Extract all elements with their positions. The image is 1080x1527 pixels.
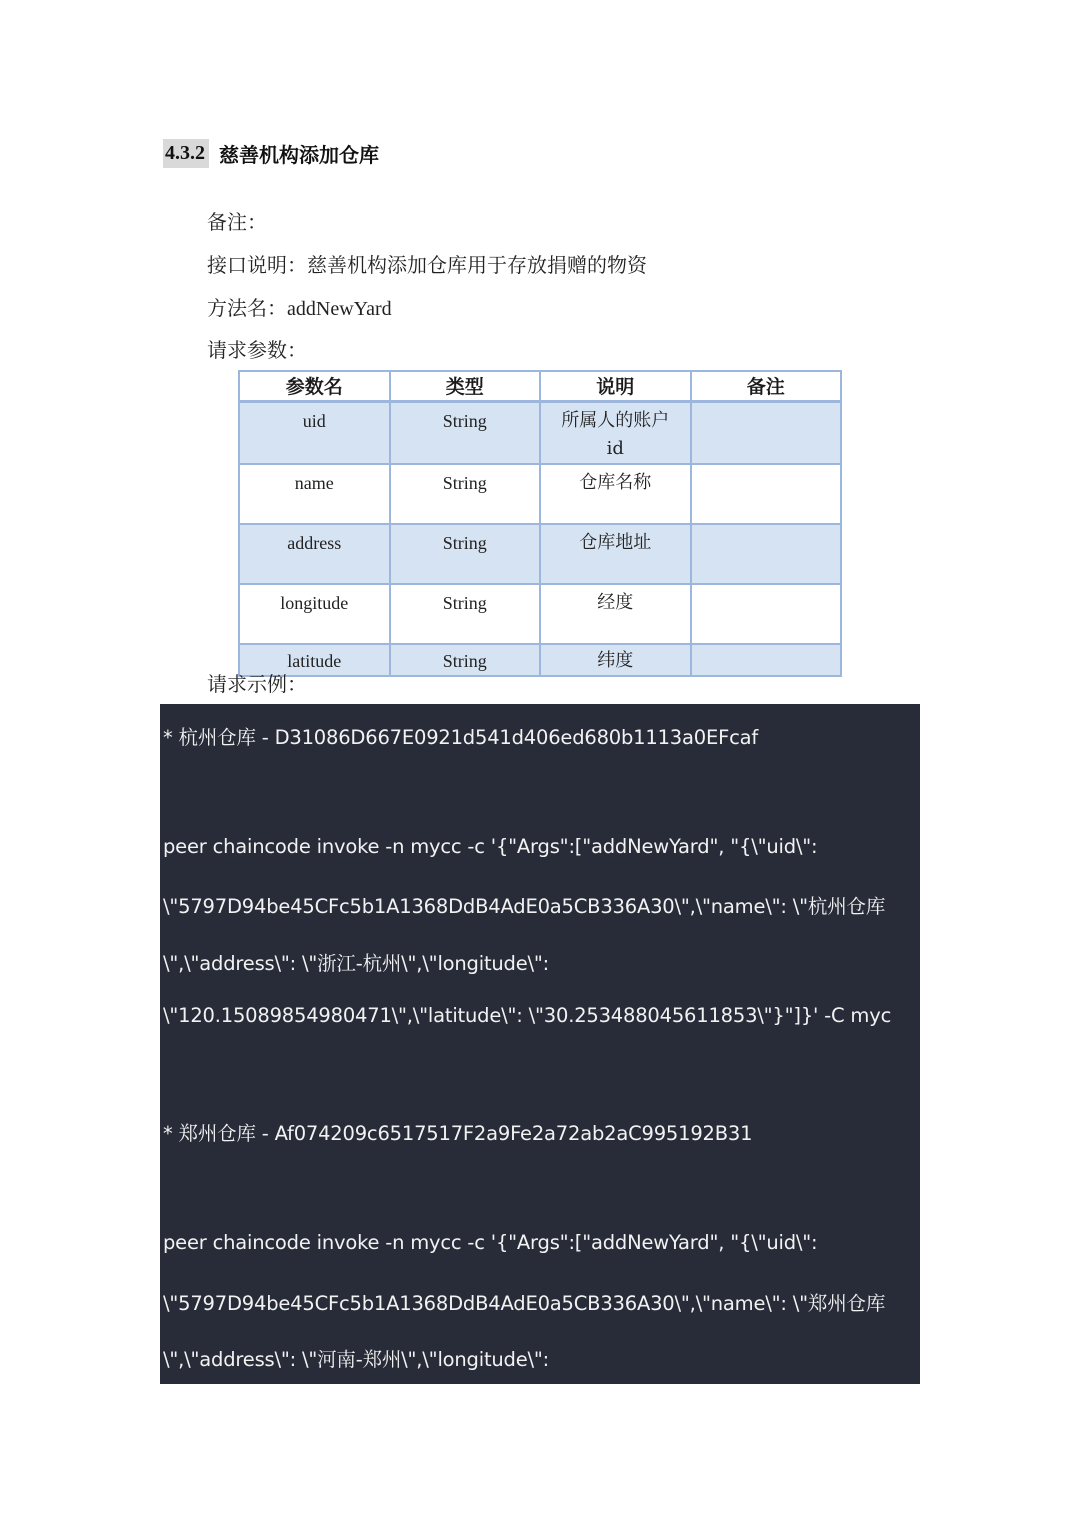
- param-name-cell: longitude: [239, 584, 390, 644]
- param-type-cell: String: [390, 584, 541, 644]
- param-remark-cell: [691, 402, 842, 465]
- interface-description: 接口说明：慈善机构添加仓库用于存放捐赠的物资: [207, 253, 647, 277]
- table-row: [239, 402, 841, 465]
- param-name-cell: name: [239, 464, 390, 524]
- param-remark-cell: [691, 644, 842, 676]
- code-line: \",\"address\": \"浙江-杭州\",\"longitude\":: [163, 952, 550, 975]
- section-title: 慈善机构添加仓库: [219, 142, 379, 167]
- param-desc-cell: 纬度: [540, 644, 691, 676]
- section-number: 4.3.2: [163, 139, 209, 168]
- header-param-name: 参数名: [239, 371, 390, 402]
- table-row: [239, 644, 841, 676]
- method-name: addNewYard: [287, 298, 392, 320]
- method-label: 方法名：: [207, 296, 287, 320]
- table-row: [239, 584, 841, 644]
- method-line: [207, 294, 392, 323]
- param-name-cell: uid: [239, 402, 390, 465]
- code-line: peer chaincode invoke -n mycc -c '{"Args":["addNewYard", "{\"uid\":: [163, 1231, 818, 1254]
- param-type-cell: String: [390, 524, 541, 584]
- code-line: \"120.15089854980471\",\"latitude\": \"30.253488045611853\"}"]}' -C myc: [163, 1004, 892, 1027]
- header-description: 说明: [540, 371, 691, 402]
- param-desc-cell: 经度: [540, 584, 691, 644]
- code-line: \"5797D94be45CFc5b1A1368DdB4AdE0a5CB336A30\",\"name\": \"郑州仓库: [163, 1292, 886, 1315]
- request-example-label: 请求示例：: [207, 672, 307, 696]
- table-row: [239, 464, 841, 524]
- request-params-table: [238, 370, 842, 677]
- param-remark-cell: [691, 464, 842, 524]
- table-row: [239, 524, 841, 584]
- param-remark-cell: [691, 524, 842, 584]
- code-line: * 郑州仓库 - Af074209c6517517F2a9Fe2a72ab2aC995192B31: [163, 1122, 753, 1145]
- param-name-cell: address: [239, 524, 390, 584]
- param-type-cell: String: [390, 402, 541, 465]
- header-type: 类型: [390, 371, 541, 402]
- param-desc-cell: 所属人的账户 id: [540, 402, 691, 465]
- param-desc-cell: 仓库名称: [540, 464, 691, 524]
- param-type-cell: String: [390, 464, 541, 524]
- request-params-label: 请求参数：: [207, 338, 307, 362]
- code-line: \"5797D94be45CFc5b1A1368DdB4AdE0a5CB336A30\",\"name\": \"杭州仓库: [163, 895, 886, 918]
- header-remark: 备注: [691, 371, 842, 402]
- param-remark-cell: [691, 584, 842, 644]
- table-header-row: [239, 371, 841, 402]
- code-line: \",\"address\": \"河南-郑州\",\"longitude\":: [163, 1348, 550, 1371]
- code-line: peer chaincode invoke -n mycc -c '{"Args":["addNewYard", "{\"uid\":: [163, 835, 818, 858]
- param-type-cell: String: [390, 644, 541, 676]
- param-name-cell: latitude: [239, 644, 390, 676]
- section-heading: [163, 137, 379, 169]
- param-desc-cell: 仓库地址: [540, 524, 691, 584]
- remark-label: 备注：: [207, 210, 267, 234]
- code-line: * 杭州仓库 - D31086D667E0921d541d406ed680b1113a0EFcaf: [163, 726, 759, 749]
- code-block: [160, 704, 920, 1384]
